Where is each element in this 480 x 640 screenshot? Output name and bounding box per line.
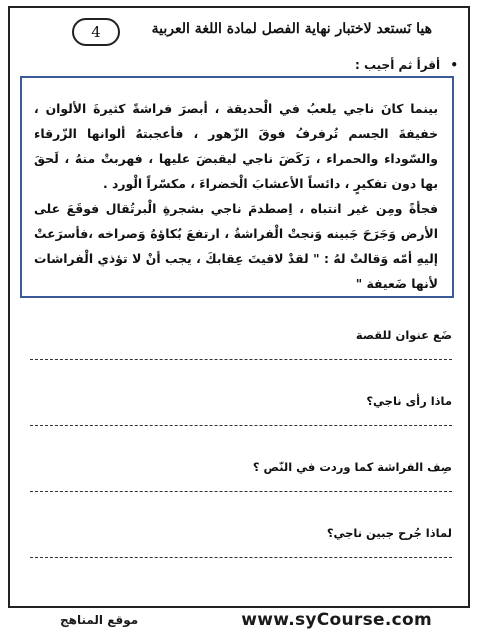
passage-box [20, 76, 454, 298]
answer-line[interactable] [30, 557, 452, 558]
question-block [30, 328, 452, 394]
passage-paragraph-1: بينما كانَ ناجي يلعبُ في الْحديقة ، أبصرَ فراشةً كثيرةَ الألوان ، خفيفةَ الجسم تُرفرفُ فوقَ الزّهور ، فأعجبتهُ ألوانها الزّرقاء والسّوداء والحمراء ، رَكَضَ ناجي ليقبضَ عليها ، فهربتْ منهُ ، لَحقَ بها دون تفكيرٍ ، دائساً الأعشابَ الْخضراءَ ، مكسّراً الْورد . [34, 101, 438, 191]
question-block [30, 460, 452, 526]
answer-line[interactable] [30, 425, 452, 426]
question-title: ضَع عنوان للقصة [355, 328, 452, 342]
worksheet-number: 4 [91, 23, 101, 41]
footer [0, 609, 480, 633]
instruction [355, 58, 458, 72]
page-title: هيا نَستعد لاختبار نهاية الفصل لمادة اللغة العربية [151, 21, 432, 37]
question-describe-butterfly: صِف الفراشة كما وردت في النّص ؟ [252, 460, 452, 474]
header [60, 16, 460, 46]
question-block [30, 394, 452, 460]
question-what-saw: ماذا رأى ناجي؟ [366, 394, 452, 408]
questions-section [30, 328, 452, 592]
answer-line[interactable] [30, 491, 452, 492]
passage-paragraph-2: فجأةً ومِن غير انتباه ، اِصطدمَ ناجي بشجرةِ الْبرتُقال فوقَعَ على الأرض وَجَرَحَ جَبينه وَنجتْ الْفراشةُ ، ارتفعَ بُكاؤهُ وَصراخه ،فأسرَعتْ إليهِ أمّه وَقالتْ لهُ : " لقدْ لاقيتَ عِقابكَ ، يجب أنْ لا تؤذي الْفراشات لأنها ضَعيفة " [34, 201, 438, 291]
question-block [30, 526, 452, 592]
worksheet-number-badge [72, 18, 120, 46]
footer-label: موقع المناهج [60, 613, 139, 627]
footer-site-link[interactable]: www.syCourse.com [241, 610, 432, 630]
passage-text [34, 96, 438, 296]
answer-line[interactable] [30, 359, 452, 360]
instruction-text: أقرأ ثم أجيب : [354, 58, 441, 72]
bullet-icon: • [450, 58, 458, 72]
question-why-injured: لماذا جُرح جبين ناجي؟ [326, 526, 452, 540]
